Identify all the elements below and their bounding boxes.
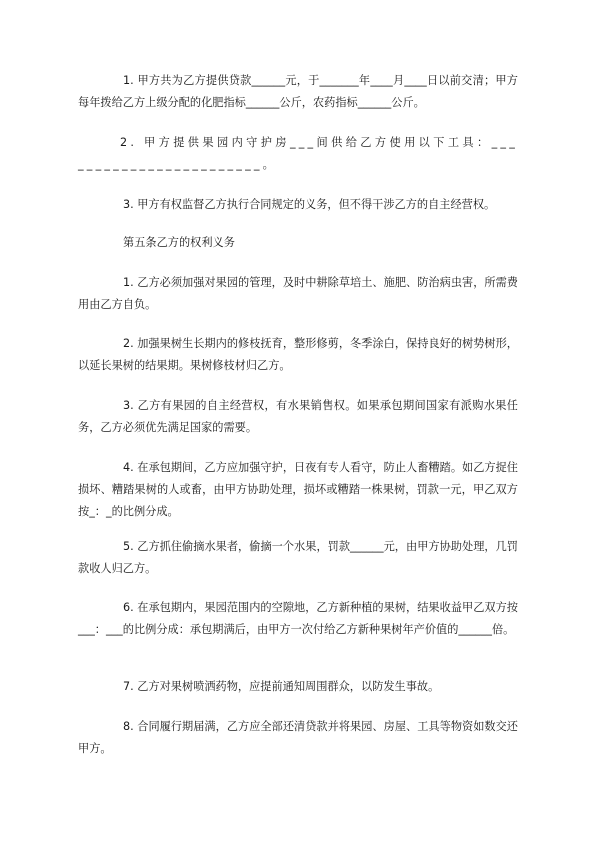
paragraph-8-text: 5. 乙方抓住偷摘水果者，偷摘一个水果，罚款______元，由甲方协助处理，几罚款收人归乙方。 xyxy=(78,540,518,575)
paragraph-2 xyxy=(78,132,518,176)
paragraph-10 xyxy=(78,676,518,698)
paragraph-7-text: 4. 在承包期间，乙方应加强守护，日夜有专人看守，防止人畜糟踏。如乙方捉住损坏、糟踏果树的人或畜，由甲方协助处理，损坏或糟踏一株果树，罚款一元，甲乙双方按_：_的比例分成。 xyxy=(78,461,518,518)
paragraph-3-text: 3. 甲方有权监督乙方执行合同规定的义务，但不得干涉乙方的自主经营权。 xyxy=(123,198,496,211)
paragraph-6-text: 3. 乙方有果园的自主经营权，有水果销售权。如果承包期间国家有派购水果任务，乙方必须优先满足国家的需要。 xyxy=(78,399,518,434)
paragraph-8 xyxy=(78,536,518,580)
paragraph-1-text: 1. 甲方共为乙方提供贷款______元，于_______年____月____日以前交清；甲方每年拨给乙方上级分配的化肥指标______公斤，农药指标______公斤。 xyxy=(78,74,518,109)
paragraph-3 xyxy=(78,194,518,216)
paragraph-9-text: 6. 在承包期内，果园范围内的空隙地，乙方新种植的果树，结果收益甲乙双方按___：___的比例分成：承包期满后，由甲方一次付给乙方新种果树年产价值的______倍。 xyxy=(78,601,518,636)
paragraph-4-text: 1. 乙方必须加强对果园的管理，及时中耕除草培土、施肥、防治病虫害，所需费用由乙方自负。 xyxy=(78,276,518,311)
paragraph-5-text: 2. 加强果树生长期内的修枝抚育，整形修剪，冬季涂白，保持良好的树势树形，以延长果树的结果期。果树修枝材归乙方。 xyxy=(78,337,518,372)
paragraph-1 xyxy=(78,70,518,114)
paragraph-9 xyxy=(78,597,518,641)
paragraph-11 xyxy=(78,716,518,760)
section-heading: 第五条乙方的权利义务 xyxy=(123,236,235,249)
paragraph-5 xyxy=(78,333,518,377)
paragraph-7 xyxy=(78,457,518,523)
paragraph-6 xyxy=(78,395,518,439)
paragraph-4 xyxy=(78,272,518,316)
paragraph-10-text: 7. 乙方对果树喷洒药物，应提前通知周围群众，以防发生事故。 xyxy=(123,680,440,693)
paragraph-2-text: 2. 甲方提供果园内守护房___间供给乙方使用以下工具：________________________。 xyxy=(78,136,518,171)
paragraph-11-text: 8. 合同履行期届满，乙方应全部还清贷款并将果园、房屋、工具等物资如数交还甲方。 xyxy=(78,720,518,755)
